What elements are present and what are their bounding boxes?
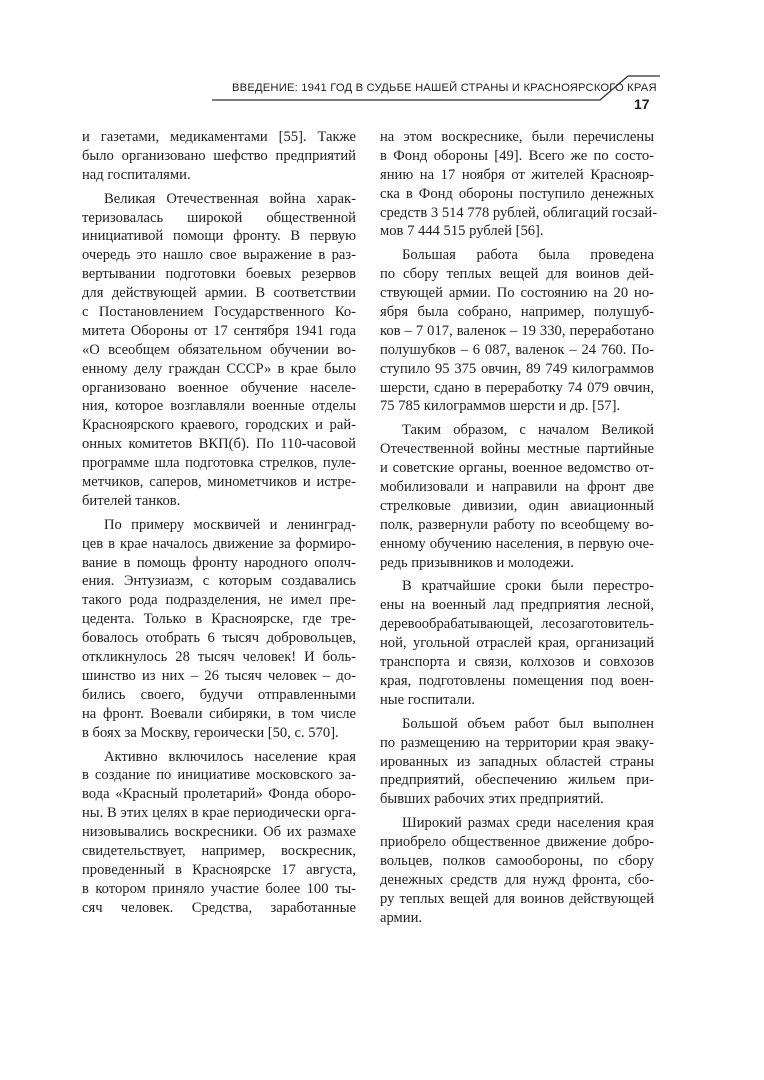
text-line: транспорта и связи, колхозов и совхозов [380,654,654,671]
text-line: метчиков, саперов, минометчиков и истре- [82,474,356,491]
text-line: полк, развернули работу по всеобщему во- [380,516,654,533]
text-line: такого рода подразделения, не имел пре- [82,592,356,609]
text-line: деревообрабатывающей, лесозаготовитель- [380,616,654,633]
text-line: В кратчайшие сроки были перестро- [402,578,654,595]
text-line: енному делу граждан СССР» в крае было [82,360,356,377]
text-line: ены на военный лад предприятия лесной, [380,597,654,614]
text-line: с Постановлением Государственного Ко- [82,304,356,321]
text-line: шерсти, сдано в переработку 74 079 овчин, [380,379,654,396]
text-line: бовалось отобрать 6 тысяч добровольцев, [82,630,356,647]
text-line: инициативой помощи фронту. В первую [82,228,356,245]
running-header-title: ВВЕДЕНИЕ: 1941 ГОД В СУДЬБЕ НАШЕЙ СТРАНЫ И КРАСНОЯРСКОГО КРАЯ [232,82,657,94]
text-line: бывших рабочих этих предприятий. [380,791,604,808]
paragraph [82,748,356,918]
text-line: мобилизовали и направили на фронт две [380,479,654,496]
text-line: вода «Красный пролетарий» Фонда оборо- [82,786,356,803]
text-line: на фронт. Воевали сибиряки, в том числе [82,705,356,722]
text-line: янию на 17 ноября от жителей Краснояр- [380,166,654,183]
text-line: вольцев, полков самообороны, по сбору [380,852,654,869]
text-line: предприятий, обеспечению жильем при- [380,772,654,789]
text-line: очередь это нашло свое выражение в раз- [82,247,356,264]
text-line: Большая работа была проведена [402,247,654,264]
text-line: низовывались воскресники. Об их размахе [82,824,356,841]
text-line: ной, угольной отраслей края, организаций [380,635,654,652]
text-line: ения. Энтузиазм, с которым создавались [82,573,356,590]
text-line: приобрело общественное движение добро- [380,834,654,851]
text-line: ированных из западных областей страны [380,753,654,770]
right-text-column [380,128,658,933]
text-line: цедента. Только в Красноярске, где тре- [82,611,356,628]
paragraph [380,421,654,572]
text-line: на этом воскреснике, были перечислены [380,129,654,145]
text-line: в создание по инициативе московского за- [82,767,356,784]
text-line: и советские органы, военное ведомство от- [380,460,654,477]
text-line: «О всеобщем обязательном обучении во- [82,341,356,358]
paragraph [82,190,356,511]
text-line: в боях за Москву, героически [50, с. 570]. [82,724,339,741]
text-line: вертывании подготовки боевых резервов [82,266,356,283]
text-line: ска в Фонд обороны поступило денежных [380,185,654,202]
text-line: полушубков – 6 087, валенок – 24 760. По- [380,341,654,358]
text-line: ствующей армии. По состоянию на 20 но- [380,285,654,302]
text-line: края, подготовлены помещения под воен- [380,672,654,689]
text-line: ков – 7 017, валенок – 19 330, переработано [380,322,654,339]
text-line: По примеру москвичей и ленинград- [104,516,356,533]
text-line: по размещению на территории края эваку- [380,734,654,751]
text-line: шинство из них – 26 тысяч человек – до- [82,667,356,684]
text-line: над госпиталями. [82,166,191,183]
text-line: сяч человек. Средства, заработанные [82,899,356,916]
paragraph [82,128,356,185]
text-line: митета Обороны от 17 сентября 1941 года [82,322,356,339]
text-line: Большой объем работ был выполнен [402,715,654,732]
paragraph [380,715,654,809]
text-line: откликнулось 28 тысяч человек! И боль- [82,649,356,666]
text-line: 75 785 килограммов шерсти и др. [57]. [380,398,621,415]
paragraph [380,577,654,709]
paragraph [380,128,658,241]
text-line: для действующей армии. В соответствии [82,285,356,302]
text-line: ные госпитали. [380,691,476,708]
paragraph [380,246,654,416]
text-line: Отечественной войны местные партийные [380,441,654,458]
text-line: денежных средств для нужд фронта, сбо- [380,871,654,888]
text-line: бились своего, будучи отправленными [82,686,356,703]
page-number: 17 [634,96,650,112]
text-line: вание в помощь фронту народного ополч- [82,554,356,571]
text-line: ны. В этих целях в крае периодически орга- [82,805,356,822]
text-line: Красноярского краевого, городских и рай- [82,417,356,434]
text-line: армии. [380,909,423,926]
text-line: программе шла подготовка стрелков, пуле- [82,455,356,472]
text-line: Широкий размах среди населения края [402,815,654,832]
text-line: было организовано шефство предприятий [82,147,356,164]
text-line: и газетами, медикаментами [55]. Также [82,129,356,145]
text-line: мов 7 444 515 рублей [56]. [380,223,544,240]
text-line: бителей танков. [82,492,181,509]
text-line: ния, которое возглавляли военные отделы [82,398,356,415]
text-line: ру теплых вещей для воинов действующей [380,890,654,907]
text-line: стрелковые дивизии, один авиационный [380,497,654,514]
text-line: свидетельствует, например, воскресник, [82,842,356,859]
text-line: енному обучению населения, в первую оче- [380,535,654,552]
text-line: Таким образом, с началом Великой [402,422,654,439]
text-line: теризовалась широкой общественной [82,209,356,226]
paragraph [380,814,654,927]
text-line: в Фонд обороны [49]. Всего же по состо- [380,147,654,164]
left-text-column [82,128,356,923]
text-line: по сбору теплых вещей для воинов дей- [380,266,654,283]
page-header [0,0,764,120]
text-line: Великая Отечественная война харак- [104,190,356,207]
text-line: проведенный в Красноярске 17 августа, [82,861,356,878]
text-line: ступило 95 375 овчин, 89 749 килограммов [380,360,654,377]
text-line: редь призывников и молодежи. [380,554,574,571]
text-line: Активно включилось население края [104,748,356,765]
text-line: цев в крае началось движение за формиро- [82,535,356,552]
text-line: ября была собрано, например, полушуб- [380,304,654,321]
text-line: средств 3 514 778 рублей, облигаций госзай- [380,204,658,221]
text-line: в котором приняло участие более 100 ты- [82,880,356,897]
paragraph [82,516,356,743]
text-line: онных комитетов ВКП(б). По 110-часовой [82,436,356,453]
text-line: организовано военное обучение населе- [82,379,356,396]
